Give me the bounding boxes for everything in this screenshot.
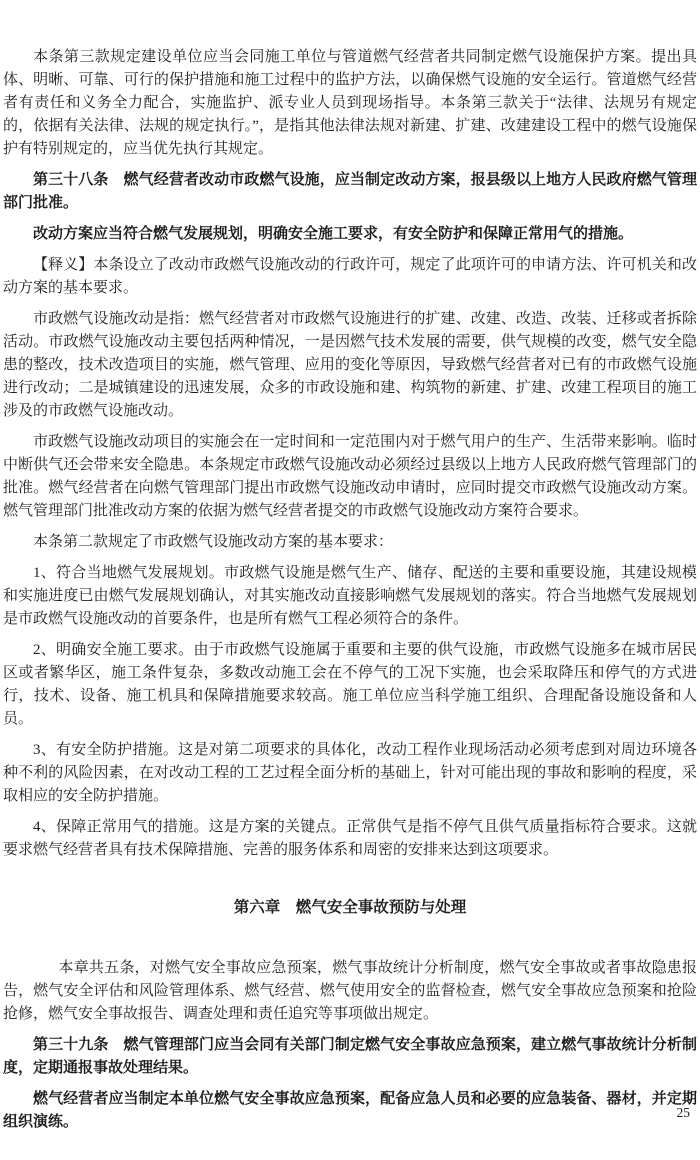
para-approval-explanation: 市政燃气设施改动项目的实施会在一定时间和一定范围内对于燃气用户的生产、生活带来影响。临时中断供气还会带来安全隐患。本条规定市政燃气设施改动必须经过县级以上地方人民政府燃气管理部门的批准。燃气经营者在向燃气管理部门提出市政燃气设施改动申请时，应同时提交市政燃气设施改动方案。燃气管理部门批准改动方案的依据为燃气经营者提交的市政燃气设施改动方案符合要求。	[3, 434, 697, 519]
para-chapter6-overview: 本章共五条，对燃气安全事故应急预案，燃气事故统计分析制度，燃气安全事故或者事故隐患报告，燃气安全评估和风险管理体系、燃气经营、燃气使用安全的监督检查，燃气安全事故应急预案和抢险抢修，燃气安全事故报告、调查处理和责任追究等事项做出规定。	[3, 960, 697, 1022]
para-article39-clause2: 燃气经营者应当制定本单位燃气安全事故应急预案，配备应急人员和必要的应急装备、器材，并定期组织演练。	[3, 1091, 697, 1130]
para-requirement-2: 2、明确安全施工要求。由于市政燃气设施属于重要和主要的供气设施，市政燃气设施多在城市居民区或者繁华区，施工条件复杂，多数改动施工会在不停气的工况下实施，也会采取降压和停气的方式进行，技术、设备、施工机具和保障措施要求较高。施工单位应当科学施工组织、合理配备设施设备和人员。	[3, 642, 697, 727]
para-article37-explanation: 本条第三款规定建设单位应当会同施工单位与管道燃气经营者共同制定燃气设施保护方案。提出具体、明晰、可靠、可行的保护措施和施工过程中的监护方法，以确保燃气设施的安全运行。管道燃气经营者有责任和义务全力配合，实施监护、派专业人员到现场指导。本条第三款关于“法律、法规另有规定的，依据有关法律、法规的规定执行。”，是指其他法律法规对新建、扩建、改建建设工程中的燃气设施保护有特别规定的，应当优先执行其规定。	[3, 49, 697, 157]
para-article39-clause1: 第三十九条 燃气管理部门应当会同有关部门制定燃气安全事故应急预案，建立燃气事故统计分析制度，定期通报事故处理结果。	[3, 1037, 697, 1076]
page-number: 25	[676, 1105, 690, 1120]
para-article38-clause2: 改动方案应当符合燃气发展规划，明确安全施工要求，有安全防护和保障正常用气的措施。	[33, 226, 634, 242]
para-requirement-4: 4、保障正常用气的措施。这是方案的关键点。正常供气是指不停气且供气质量指标符合要求。这就要求燃气经营者具有技术保障措施、完善的服务体系和周密的安排来达到这项要求。	[3, 819, 697, 858]
para-article38-clause1: 第三十八条 燃气经营者改动市政燃气设施，应当制定改动方案，报县级以上地方人民政府燃气管理部门批准。	[3, 172, 697, 211]
para-article38-shiyi: 【释义】本条设立了改动市政燃气设施改动的行政许可，规定了此项许可的申请方法、许可机关和改动方案的基本要求。	[3, 257, 697, 296]
para-requirements-lead: 本条第二款规定了市政燃气设施改动方案的基本要求：	[33, 534, 394, 550]
chapter-6-heading: 第六章 燃气安全事故预防与处理	[233, 899, 467, 916]
para-definition-facility-change: 市政燃气设施改动是指：燃气经营者对市政燃气设施进行的扩建、改建、改造、改装、迁移或者拆除活动。市政燃气设施改动主要包括两种情况，一是因燃气技术发展的需要，供气规模的改变，燃气安全隐患的整改，技术改造项目的实施，燃气管理、应用的变化等原因，导致燃气经营者对已有的市政燃气设施进行改动；二是城镇建设的迅速发展，众多的市政设施和建、构筑物的新建、扩建、改建工程项目的施工涉及的市政燃气设施改动。	[3, 311, 697, 419]
para-requirement-1: 1、符合当地燃气发展规划。市政燃气设施是燃气生产、储存、配送的主要和重要设施，其建设规模和实施进度已由燃气发展规划确认，对其实施改动直接影响燃气发展规划的落实。符合当地燃气发展规划是市政燃气设施改动的首要条件，也是所有燃气工程必须符合的条件。	[3, 565, 697, 627]
para-requirement-3: 3、有安全防护措施。这是对第二项要求的具体化，改动工程作业现场活动必须考虑到对周边环境各种不利的风险因素，在对改动工程的工艺过程全面分析的基础上，针对可能出现的事故和影响的程度，采取相应的安全防护措施。	[3, 742, 697, 804]
